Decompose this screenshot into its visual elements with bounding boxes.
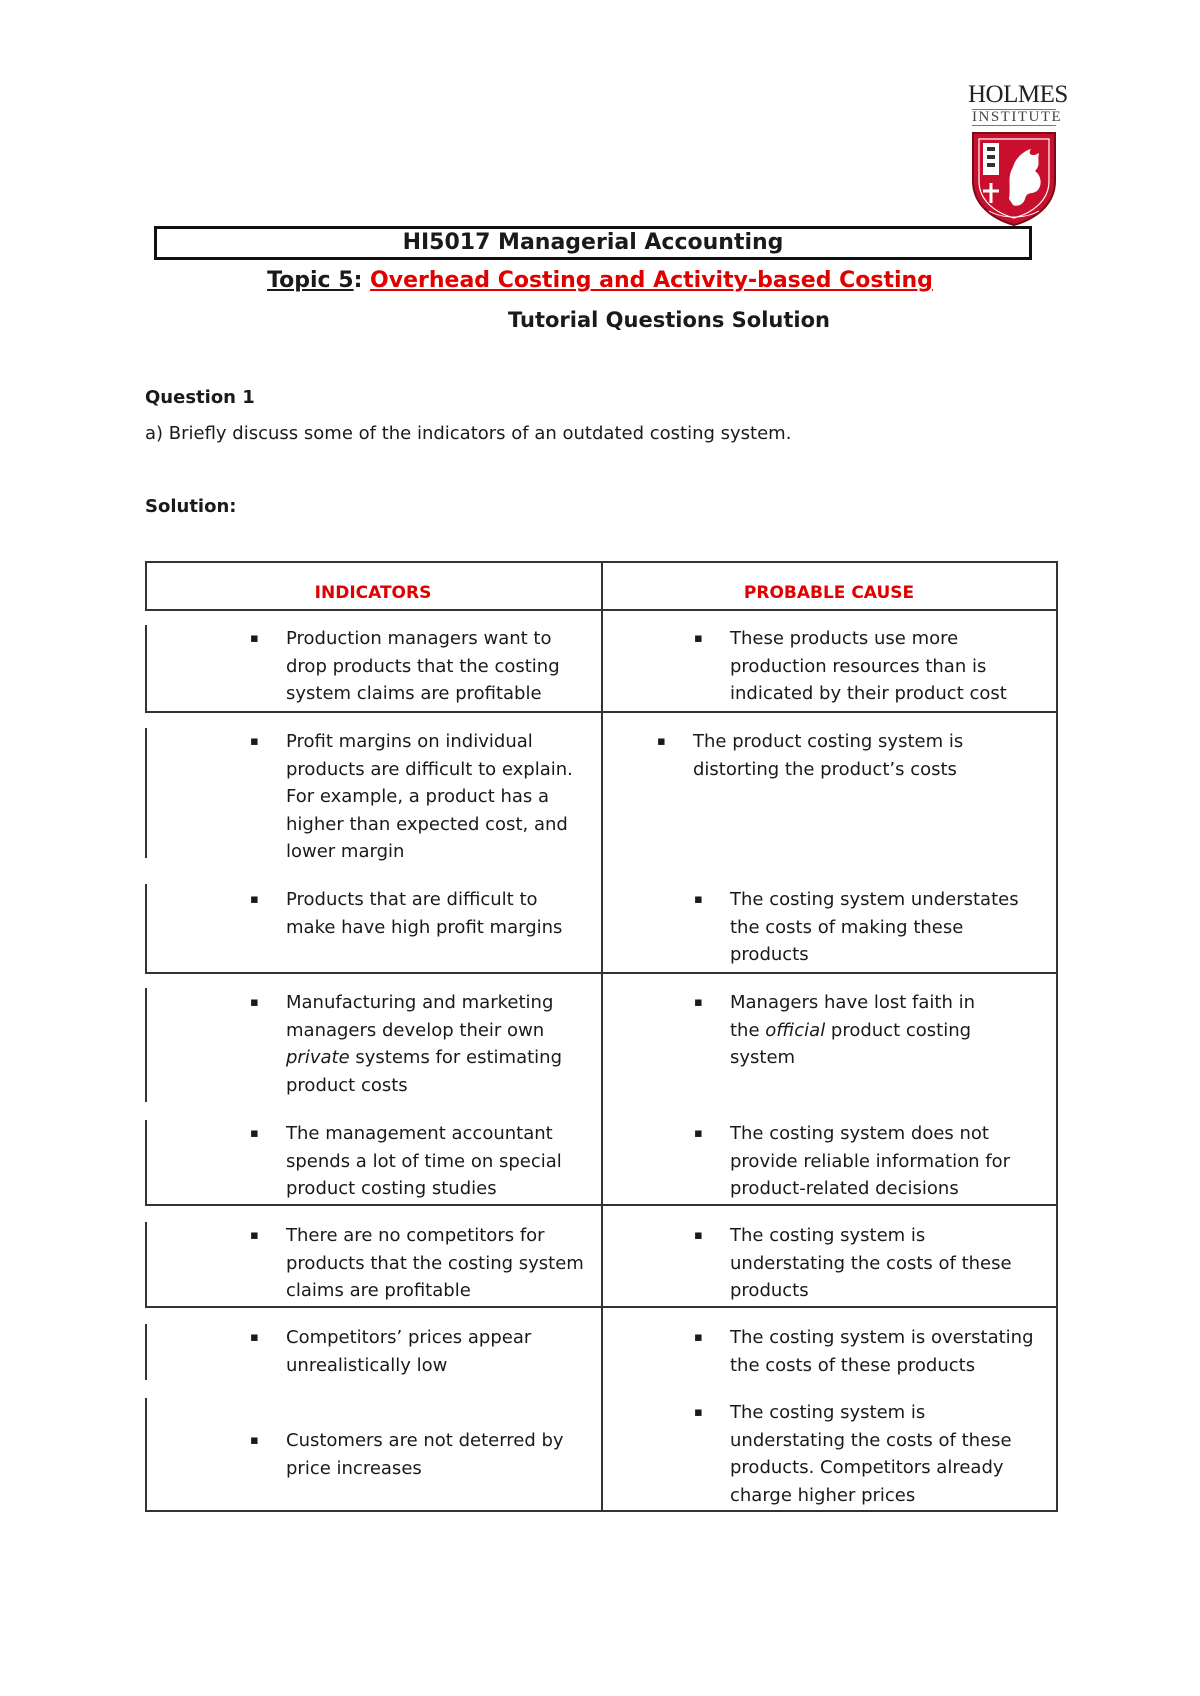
bullet-icon: ▪	[250, 892, 259, 907]
holmes-institute-logo	[968, 81, 1068, 227]
solution-label: Solution:	[145, 496, 237, 517]
bullet-icon: ▪	[694, 1330, 703, 1345]
bullet-icon: ▪	[250, 734, 259, 749]
logo-wordmark: HOLMES	[968, 81, 1068, 108]
cause-cell	[694, 989, 990, 1072]
bullet-icon: ▪	[694, 995, 703, 1010]
cause-text: The costing system does not provide reliable information for product-related decisions	[730, 1123, 1011, 1199]
cause-cell	[694, 1120, 1030, 1203]
indicator-text: There are no competitors for products that the costing system claims are profitable	[286, 1225, 584, 1301]
bullet-icon: ▪	[694, 1228, 703, 1243]
indicator-cell	[250, 1427, 586, 1482]
indicator-cell	[250, 1324, 586, 1379]
cause-text: The product costing system is distorting the product’s costs	[693, 731, 964, 780]
cause-text	[730, 989, 990, 1072]
header-indicators: INDICATORS	[314, 583, 432, 603]
cause-text: The costing system is understating the costs of these products	[730, 1225, 1012, 1301]
course-title: HI5017 Managerial Accounting	[154, 226, 1032, 260]
bullet-icon: ▪	[250, 1330, 259, 1345]
header-probable-cause: PROBABLE CAUSE	[743, 583, 915, 603]
cause-text: The costing system understates the costs of making these products	[730, 889, 1019, 965]
bullet-icon: ▪	[250, 1126, 259, 1141]
indicator-text: Competitors’ prices appear unrealistically low	[286, 1327, 532, 1376]
indicator-text-emphasis: private	[286, 1047, 350, 1068]
cause-text: The costing system is understating the costs of these products. Competitors already charge higher prices	[730, 1402, 1012, 1506]
indicators-table	[145, 561, 1058, 1511]
griffin-shield-icon	[969, 129, 1059, 227]
cause-cell	[694, 625, 1030, 708]
bullet-icon: ▪	[694, 1405, 703, 1420]
indicator-text: Products that are difficult to make have high profit margins	[286, 889, 563, 938]
bullet-icon: ▪	[657, 734, 666, 749]
cause-text-emphasis: official	[765, 1019, 826, 1041]
indicator-text: Customers are not deterred by price increases	[286, 1430, 564, 1479]
page-subtitle: Tutorial Questions Solution	[508, 308, 830, 332]
indicator-cell	[250, 989, 586, 1099]
indicator-text-pre: Manufacturing and marketing managers develop their own	[286, 992, 554, 1041]
bullet-icon: ▪	[694, 892, 703, 907]
cause-text: The costing system is overstating the costs of these products	[730, 1327, 1034, 1376]
cause-cell	[694, 1222, 1030, 1305]
indicator-text: The management accountant spends a lot of time on special product costing studies	[286, 1123, 562, 1199]
cause-text: These products use more production resources than is indicated by their product cost	[730, 628, 1007, 704]
cause-text-pre: Managers have lost faith in the	[730, 992, 976, 1041]
bullet-icon: ▪	[250, 1228, 259, 1243]
bullet-icon: ▪	[250, 631, 259, 646]
indicator-cell	[250, 1222, 596, 1305]
cause-cell	[694, 886, 1030, 969]
question-text: a) Briefly discuss some of the indicators of an outdated costing system.	[145, 423, 792, 444]
topic-heading	[0, 268, 1200, 293]
indicator-cell	[250, 886, 586, 941]
cause-cell	[694, 1399, 1030, 1509]
indicator-cell	[250, 728, 586, 866]
topic-label: Topic 5	[267, 268, 354, 293]
indicator-text-post: systems for estimating product costs	[286, 1047, 562, 1096]
question-label: Question 1	[145, 387, 255, 408]
bullet-icon: ▪	[694, 631, 703, 646]
cause-cell	[657, 728, 993, 783]
bullet-icon: ▪	[250, 1433, 259, 1448]
indicator-text: Production managers want to drop products that the costing system claims are profitable	[286, 628, 560, 704]
indicator-text: Profit margins on individual products are difficult to explain. For example, a product has a higher than expected cost, and lower margin	[286, 731, 573, 862]
indicator-cell	[250, 625, 586, 708]
topic-title: Overhead Costing and Activity-based Costing	[370, 268, 933, 293]
logo-subtitle: INSTITUTE	[972, 109, 1063, 125]
topic-separator: :	[353, 268, 363, 293]
bullet-icon: ▪	[694, 1126, 703, 1141]
indicator-text	[286, 989, 586, 1099]
indicator-cell	[250, 1120, 586, 1203]
cause-text-post: product costing system	[730, 1019, 972, 1068]
bullet-icon: ▪	[250, 995, 259, 1010]
cause-cell	[694, 1324, 1040, 1379]
